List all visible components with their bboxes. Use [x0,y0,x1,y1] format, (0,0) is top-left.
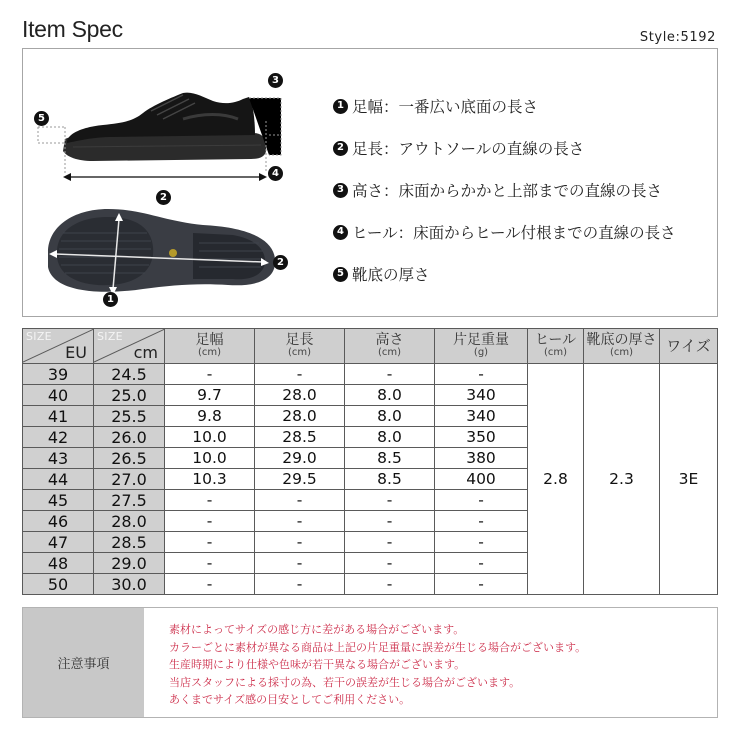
header-wise: ワイズ [660,329,718,364]
marker-3-icon: 3 [268,73,283,88]
legend-num-1-icon: 1 [333,99,348,114]
table-row: 50 30.0 - - - - [23,574,718,595]
legend-item-length [333,127,723,169]
spec-diagram-box [22,48,718,317]
header-sole: 靴底の厚さ (cm) [584,329,660,364]
note-line: カラーごとに素材が異なる商品は上記の片足重量に誤差が生じる場合がございます。 [169,640,587,654]
note-line: 素材によってサイズの感じ方に差がある場合がございます。 [169,623,465,636]
header-length: 足長 (cm) [255,329,345,364]
legend-text: 足長：アウトソールの直線の長さ [352,140,585,158]
legend-text: 靴底の厚さ [352,266,430,284]
table-row: 46 28.0 - - - - [23,511,718,532]
legend-item-heel [333,211,723,253]
table-row: 45 27.5 - - - - [23,490,718,511]
shoe-side-view [33,63,323,203]
notes-label: 注意事項 [23,608,144,717]
header-width: 足幅 (cm) [165,329,255,364]
table-row: 44 27.0 10.3 29.5 8.5 400 [23,469,718,490]
marker-1-icon: 1 [103,292,118,307]
table-row: 47 28.5 - - - - [23,532,718,553]
legend-text: 高さ：床面からかかと上部までの直線の長さ [352,182,663,200]
legend-item-height [333,169,723,211]
marker-2-sole-icon: 2 [273,255,288,270]
sole-thickness-value: 2.3 [584,364,660,595]
note-line: 当店スタッフによる採寸の為、若干の誤差が生じる場合がございます。 [169,675,521,689]
legend-num-4-icon: 4 [333,225,348,240]
heel-value: 2.8 [528,364,584,595]
table-row: 39 24.5 - - - - 2.8 2.3 3E [23,364,718,385]
shoe-sole-view [33,197,323,312]
table-row: 42 26.0 10.0 28.5 8.0 350 [23,427,718,448]
header-size-cm: SIZE cm [94,329,165,364]
header-height: 高さ (cm) [345,329,435,364]
table-row: 43 26.5 10.0 29.0 8.5 380 [23,448,718,469]
header-size-eu: SIZE EU [23,329,94,364]
page-title: Item Spec [22,16,123,42]
legend-text: ヒール：床面からヒール付根までの直線の長さ [352,224,676,242]
notes-box [22,607,718,718]
table-header-row [23,329,718,364]
table-row: 41 25.5 9.8 28.0 8.0 340 [23,406,718,427]
table-row: 40 25.0 9.7 28.0 8.0 340 [23,385,718,406]
legend-item-sole [333,253,723,295]
wise-value: 3E [660,364,718,595]
legend-num-2-icon: 2 [333,141,348,156]
table-row: 48 29.0 - - - - [23,553,718,574]
notes-body [144,608,717,717]
header-weight: 片足重量 (g) [435,329,528,364]
header-heel: ヒール (cm) [528,329,584,364]
note-line: 生産時期により仕様や色味が若干異なる場合がございます。 [169,658,466,671]
style-code: Style:5192 [639,30,716,45]
marker-4-icon: 4 [268,166,283,181]
legend-num-5-icon: 5 [333,267,348,282]
legend-num-3-icon: 3 [333,183,348,198]
marker-2-icon: 2 [156,190,171,205]
legend-text: 足幅：一番広い底面の長さ [352,98,539,116]
marker-5-icon: 5 [34,111,49,126]
size-table [22,328,718,595]
measurement-legend [333,85,723,295]
note-line: あくまでサイズ感の目安としてご利用ください。 [169,693,411,706]
legend-item-width [333,85,723,127]
